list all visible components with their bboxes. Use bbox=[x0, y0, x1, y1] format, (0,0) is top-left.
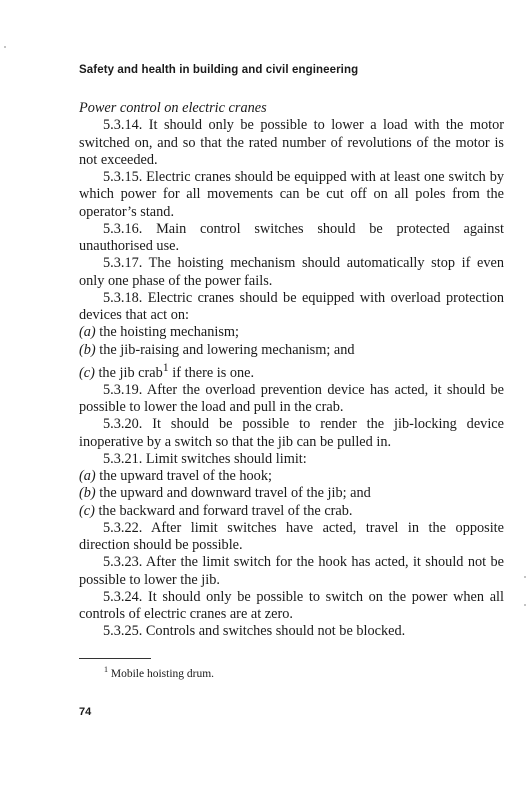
list-item-5-3-18-c bbox=[79, 359, 504, 382]
paragraph-5-3-17: 5.3.17. The hoisting mechanism should automatically stop if even only one phase of the power fails. bbox=[79, 255, 504, 289]
list-item-label: (b) bbox=[79, 485, 96, 502]
list-item-text: the upward travel of the hook; bbox=[99, 468, 272, 485]
list-item-text: the backward and forward travel of the crab. bbox=[98, 502, 353, 519]
paragraph-5-3-18: 5.3.18. Electric cranes should be equipped with overload protection devices that act on: bbox=[79, 289, 504, 323]
paragraph-5-3-24: 5.3.24. It should only be possible to switch on the power when all controls of electric cranes are at zero. bbox=[79, 588, 504, 623]
paragraph-5-3-25: 5.3.25. Controls and switches should not be blocked. bbox=[103, 623, 406, 640]
list-item-5-3-18-a bbox=[79, 324, 504, 341]
list-item-text: the jib-raising and lowering mechanism; and bbox=[99, 341, 355, 358]
scan-speck bbox=[4, 46, 6, 48]
paragraph-5-3-15: 5.3.15. Electric cranes should be equipped with at least one switch by which power for all movements can be cut off on all poles from the operator’s stand. bbox=[79, 169, 504, 220]
list-item-5-3-21-c bbox=[79, 503, 504, 520]
list-item-5-3-18-b bbox=[79, 342, 504, 359]
running-title: Safety and health in building and civil engineering bbox=[79, 64, 359, 76]
body-text bbox=[79, 100, 504, 641]
list-item-text: the jib crab bbox=[98, 364, 163, 381]
list-item-label: (b) bbox=[79, 341, 96, 358]
list-item-text: the hoisting mechanism; bbox=[99, 324, 240, 341]
paragraph-5-3-16: 5.3.16. Main control switches should be protected against unauthorised use. bbox=[79, 220, 504, 254]
footnote bbox=[104, 665, 214, 680]
list-item-label: (c) bbox=[79, 364, 95, 381]
section-heading: Power control on electric cranes bbox=[79, 100, 267, 116]
paragraph-5-3-20: 5.3.20. It should be possible to render the jib-locking device inoperative by a switch so that the jib can be pulled in. bbox=[79, 416, 504, 450]
paragraph-5-3-22: 5.3.22. After limit switches have acted, travel in the opposite direction should be possible. bbox=[79, 519, 504, 554]
list-item-5-3-21-a bbox=[79, 468, 504, 485]
list-item-label: (c) bbox=[79, 502, 95, 519]
list-item-5-3-21-b bbox=[79, 485, 504, 502]
paragraph-5-3-19: 5.3.19. After the overload prevention device has acted, it should be possible to lower the load and pull in the crab. bbox=[79, 381, 504, 416]
scan-speck bbox=[524, 604, 526, 606]
list-item-label: (a) bbox=[79, 468, 96, 485]
paragraph-5-3-14: 5.3.14. It should only be possible to lower a load with the motor switched on, and so that the rated number of revolutions of the motor is not exceeded. bbox=[79, 117, 504, 168]
list-item-text: the upward and downward travel of the jib; and bbox=[99, 485, 371, 502]
footnote-text: Mobile hoisting drum. bbox=[110, 668, 215, 680]
scan-speck bbox=[524, 576, 526, 578]
footnote-marker: 1 bbox=[104, 665, 108, 674]
paragraph-5-3-21: 5.3.21. Limit switches should limit: bbox=[103, 450, 307, 467]
list-item-text-continued: if there is one. bbox=[168, 364, 255, 381]
footnote-reference: 1 bbox=[162, 359, 169, 374]
page-number: 74 bbox=[79, 706, 92, 718]
paragraph-5-3-23: 5.3.23. After the limit switch for the hook has acted, it should not be possible to lower the jib. bbox=[79, 554, 504, 588]
footnote-divider bbox=[79, 658, 151, 659]
list-item-label: (a) bbox=[79, 324, 96, 341]
